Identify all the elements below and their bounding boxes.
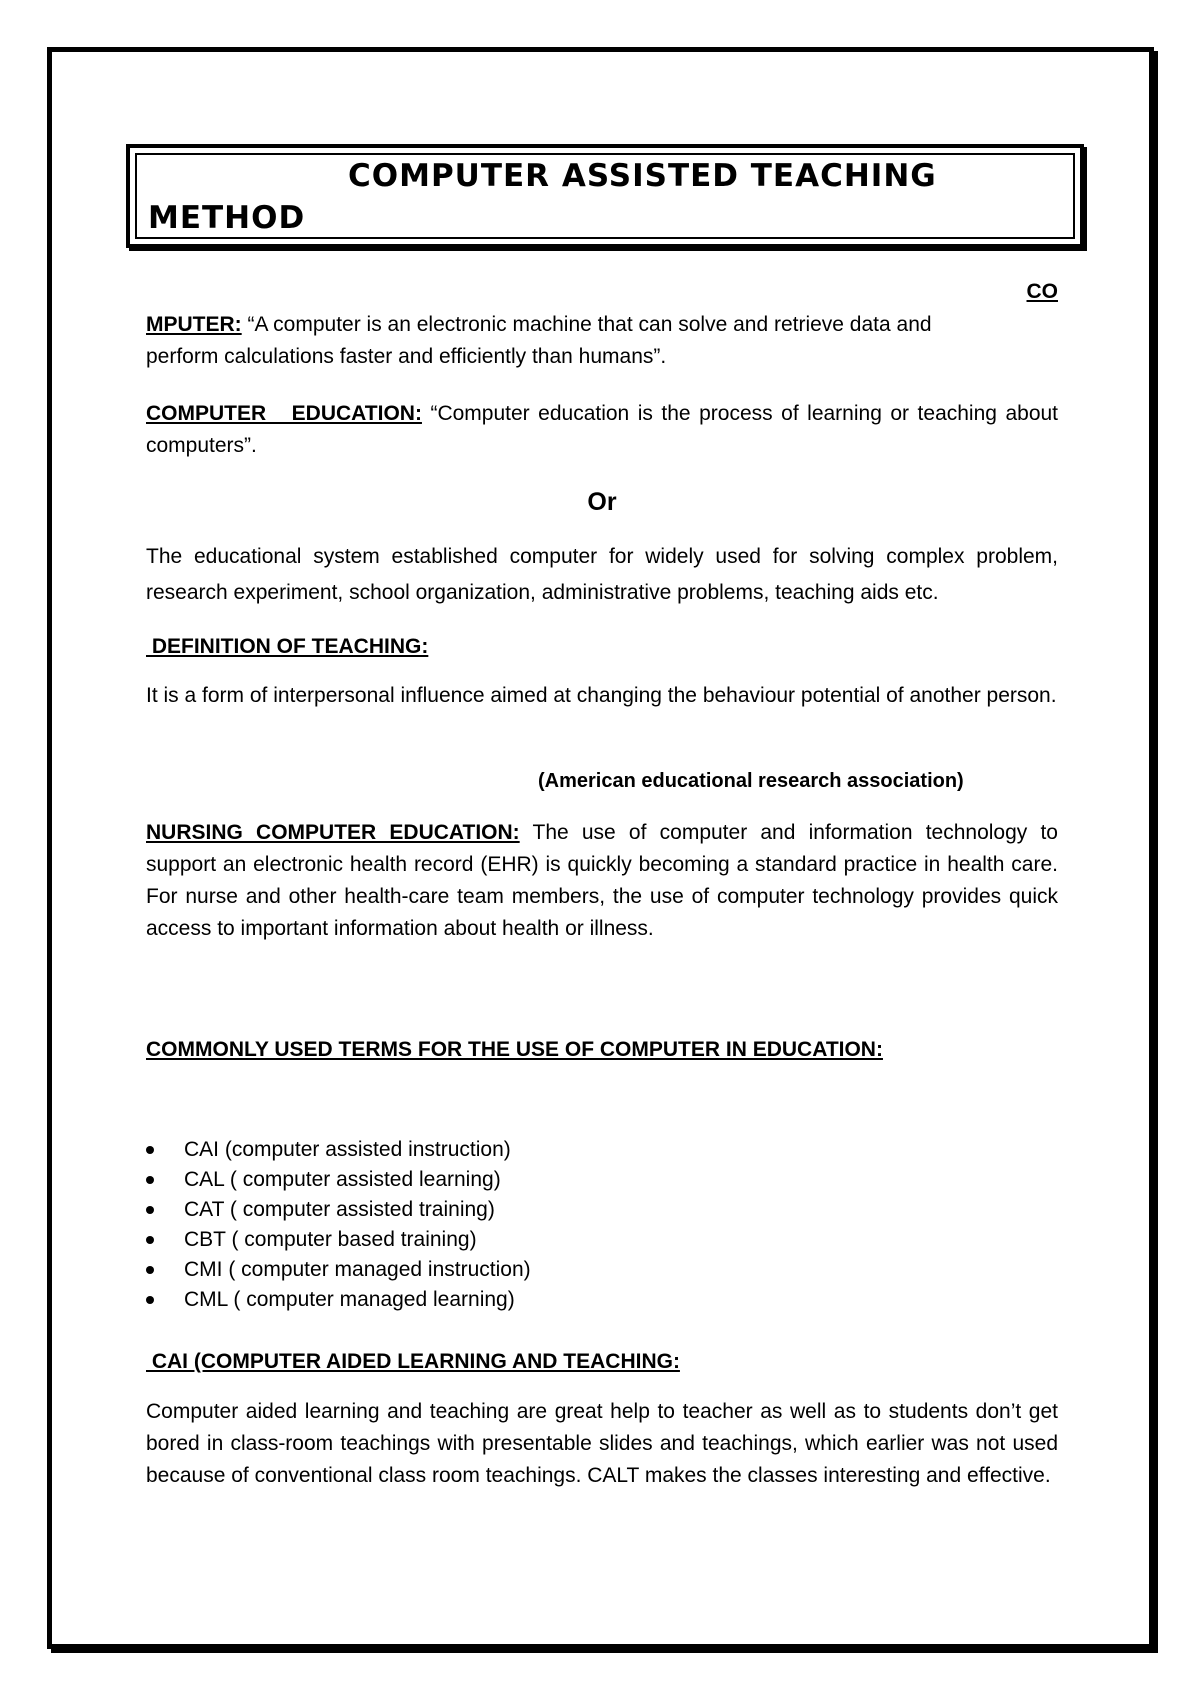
nursing-computer-education-text: The use of computer and information technology to support an electronic health record (EHR) is quickly becoming a standard practice in health care. For nurse and other health-care team members, the use of computer technology provides quick access to important information about health or illness.: [146, 821, 1058, 940]
bullet-icon: [146, 1176, 154, 1184]
list-item: CAT ( computer assisted training): [146, 1195, 1058, 1225]
list-item: CAL ( computer assisted learning): [146, 1165, 1058, 1195]
computer-definition: [146, 309, 1058, 341]
or-label: Or: [587, 488, 617, 516]
bullet-icon: [146, 1236, 154, 1244]
computer-education-definition: [146, 398, 1058, 462]
computer-definition-line2: perform calculations faster and efficiently than humans”.: [146, 345, 667, 368]
computer-education-label: COMPUTER EDUCATION:: [146, 402, 422, 425]
nursing-computer-education-label: NURSING COMPUTER EDUCATION:: [146, 821, 520, 844]
bullet-icon: [146, 1206, 154, 1214]
list-item: CAI (computer assisted instruction): [146, 1135, 1058, 1165]
page-title-continued: METHOD: [148, 200, 306, 236]
common-terms-heading: COMMONLY USED TERMS FOR THE USE OF COMPUTER IN EDUCATION:: [146, 1038, 883, 1061]
list-item: CMI ( computer managed instruction): [146, 1255, 1058, 1285]
educational-system-text: The educational system established computer for widely used for solving complex problem, research experiment, school organization, administrative problems, teaching aids etc.: [146, 545, 1058, 604]
title-box: [126, 144, 1084, 248]
cai-heading: CAI (COMPUTER AIDED LEARNING AND TEACHING:: [146, 1350, 680, 1373]
definition-of-teaching-text: It is a form of interpersonal influence aimed at changing the behaviour potential of another person.: [146, 684, 1057, 707]
teaching-citation: (American educational research association): [538, 770, 964, 792]
list-item: CML ( computer managed learning): [146, 1285, 1058, 1315]
computer-education-text: “Computer education is the process of learning or teaching about computers”.: [146, 402, 1059, 457]
page-title: COMPUTER ASSISTED TEACHING: [348, 158, 937, 194]
cai-text: Computer aided learning and teaching are great help to teacher as well as to students don’t get bored in class-room teachings with presentable slides and teachings, which earlier was not used because of conventional class room teachings. CALT makes the classes interesting and effective.: [146, 1400, 1058, 1487]
computer-label-fragment: CO: [1026, 280, 1058, 303]
bullet-icon: [146, 1266, 154, 1274]
nursing-computer-education: [146, 817, 1058, 945]
common-terms-list: [146, 1135, 1058, 1315]
computer-text-line1: “A computer is an electronic machine that can solve and retrieve data and: [241, 313, 932, 336]
computer-label: MPUTER:: [146, 313, 242, 336]
list-item: CBT ( computer based training): [146, 1225, 1058, 1255]
definition-of-teaching-heading: DEFINITION OF TEACHING:: [146, 635, 429, 658]
bullet-icon: [146, 1296, 154, 1304]
bullet-icon: [146, 1146, 154, 1154]
